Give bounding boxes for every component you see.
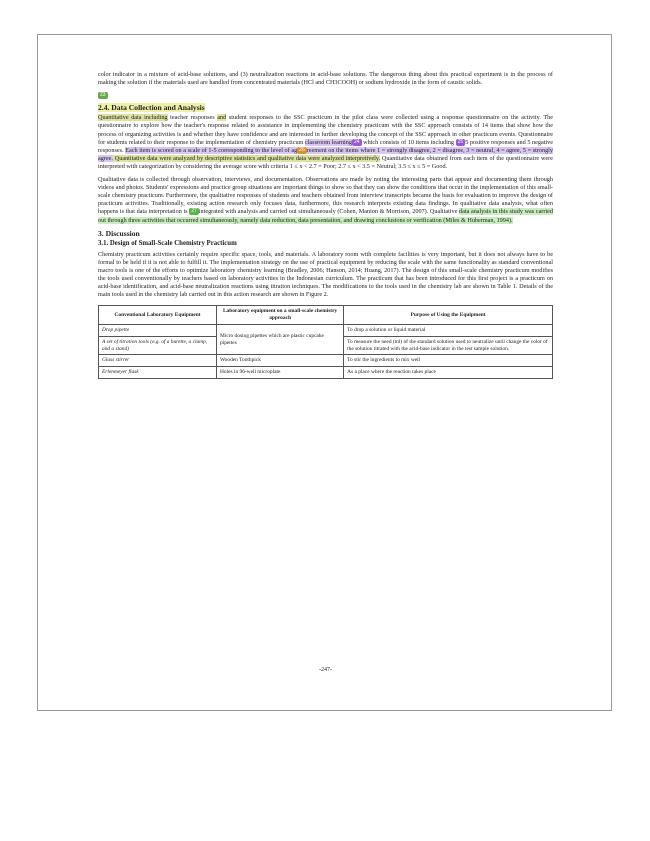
- table-cell: To stir the ingredients to mix well: [344, 355, 553, 367]
- comment-marker-27[interactable]: 27: [191, 208, 197, 215]
- comment-marker-26[interactable]: 26: [299, 146, 305, 153]
- data-collection-paragraph-2: [98, 176, 553, 225]
- highlight-classroom: classroom learning: [304, 138, 352, 146]
- table-header-conventional: Conventional Laboratory Equipment: [99, 306, 217, 325]
- table-cell: Glass stirrer: [99, 355, 217, 367]
- p1-text-l: Quantitative data obtained from each item of the questionnaire were interpreted with categorization by considering the average score with criteria 1 ≤ x < 2.7 = Poor; 2.7 ≤ x < 3.5 = Neutral; 3.5 ≤ x ≤ 5 = Good.: [98, 154, 553, 170]
- page-number: -247-: [319, 667, 332, 673]
- document-page: [37, 34, 612, 711]
- table-cell: Wooden Toothpick: [217, 355, 344, 367]
- intro-paragraph: color indicator in a mixture of acid-base solutions, and (3) neutralization reactions in acid-base solutions. The dangerous thing about this practical experiment is in the process of making the solution if the materials used are handled from concentrated materials (HCl and CH3COOH) or sodium hydroxide in the form of caustic solids.: [98, 71, 553, 87]
- table-cell: Erlenmeyer flask: [99, 367, 217, 379]
- p1-text-g: 5: [465, 138, 469, 146]
- table-cell: Drop pipette: [99, 324, 217, 336]
- highlight-analysis: Quantitative data were analyzed by descriptive statistics and qualitative data were analyzed interpretively.: [112, 154, 381, 162]
- p1-text-f: which consists of 10 items including: [361, 138, 456, 146]
- table-header-small-scale: Laboratory equipment on a small-scale chemistry approach: [217, 306, 344, 325]
- highlight-agreement: reement on the items where 1 = strongly disagree, 2 = disagree, 3 = neutral, 4 = agree, 5 = strongly agree.: [98, 146, 553, 162]
- section-3-heading: 3. Discussion: [98, 228, 140, 238]
- comment-marker-25[interactable]: 25: [457, 138, 464, 145]
- table-header-row: [99, 306, 553, 325]
- p1-text-h: positive responses and 5 negative responses.: [98, 138, 553, 154]
- table-cell: Micro dosing pipettes which are plastic cupcake pipettes: [217, 324, 344, 354]
- table-cell: A set of titration tools (e.g. of a burette, a clamp, and a stand): [99, 336, 217, 355]
- p2-text-b: integrated with analysis and carried out simultaneously (Cohen, Manion & Morrison, 2007). Qualitative: [198, 208, 460, 216]
- table-cell: As a place where the reaction takes place: [344, 367, 553, 379]
- page-content: [98, 71, 553, 379]
- table-row: [99, 324, 553, 336]
- section-2-4-heading-text: 2.4. Data Collection and Analysis: [98, 103, 205, 113]
- table-row: [99, 355, 553, 367]
- table-row: [99, 367, 553, 379]
- comment-marker-24[interactable]: 24: [353, 138, 360, 145]
- table-header-purpose: Purpose of Using the Equipment: [344, 306, 553, 325]
- highlight-and: and: [217, 114, 227, 122]
- p1-text-b: teacher responses: [167, 114, 218, 122]
- discussion-paragraph: Chemistry practicum activities certainly require specific space, tools, and materials. A laboratory room with complete facilities is very important, but it does not always have to be formal to be held if it is not able to fulfill it. The implementation strategy on the use of practical equipment by reducing the scale with the same functionality as standard conventional macro tools is one of the efforts to optimize laboratory chemistry learning (Bradley, 2006; Hanson, 2014; Huang, 2017). The design of this small-scale chemistry practicum modifies the tools used conventionally by teachers based on laboratory activities in the Indonesian curriculum. The practicum that has been introduced for this first project is a practicum on acid-base identification, and acid-base neutralization reactions using titration techniques. The modifications to the tools used in the chemistry lab are shown in Table 1. Details of the main tools used in the chemistry lab carried out in this action research are shown in Figure 2.: [98, 250, 553, 299]
- equipment-table: [98, 305, 553, 379]
- comment-marker-23[interactable]: 23: [100, 92, 106, 99]
- table-cell: To measure the need (ml) of the standard solution used to neutralize until change the color of the solution titrated with the acid-base indicator in the test sample solution.: [344, 336, 553, 355]
- p1-text-d: student responses to the SSC practicum in the pilot class were collected using a response questionnaire on the activity. The questionnaire to explore how the teacher's response related to assistance in implementing the chemistry practicum with the SSC approach consists of 14 items that show how the process of organizing activities is and whether they have confidence and are interested in further developing the concept of the SSC approach in other practicum events. Questionnaire for students related to their response to the implementation of chemistry practicum: [98, 114, 553, 146]
- highlight-quantitative: Quantitative data including: [98, 114, 168, 122]
- table-cell: Holes in 96-well microplate: [217, 367, 344, 379]
- section-3-1-heading: 3.1. Design of Small-Scale Chemistry Practicum: [98, 239, 237, 247]
- highlight-scale: Each item is scored on a scale of 1-5 corresponding to the level of ag: [125, 146, 298, 154]
- table-cell: To drop a solution or liquid material: [344, 324, 553, 336]
- p2-text-a: Qualitative data is collected through observation, interviews, and documentation. Observations are made by noting the interesting parts that appear and documenting them through videos and photos. Students' expressions and practice group situations are important things to show so that they can show the conditions that occur in the implementation of this small-scale chemistry practicum. Furthermore, the qualitative responses of students and teachers obtained from interview transcripts became the basis for evaluation to improve the design of practicum activities. Traditionally, existing action research only focuses data, furthermore, this research interprets existing data findings. In qualitative data analysis, what often happens is that data interpretation is: [98, 176, 553, 216]
- section-2-4-heading: [98, 104, 553, 112]
- highlight-qualitative-analysis: data analysis in this study was carried out through three activities that occurred simultaneously, namely data reduction, data presentation, and drawing conclusions or verification (Miles & Huberman, 1994).: [98, 208, 553, 224]
- data-collection-paragraph-1: [98, 114, 553, 171]
